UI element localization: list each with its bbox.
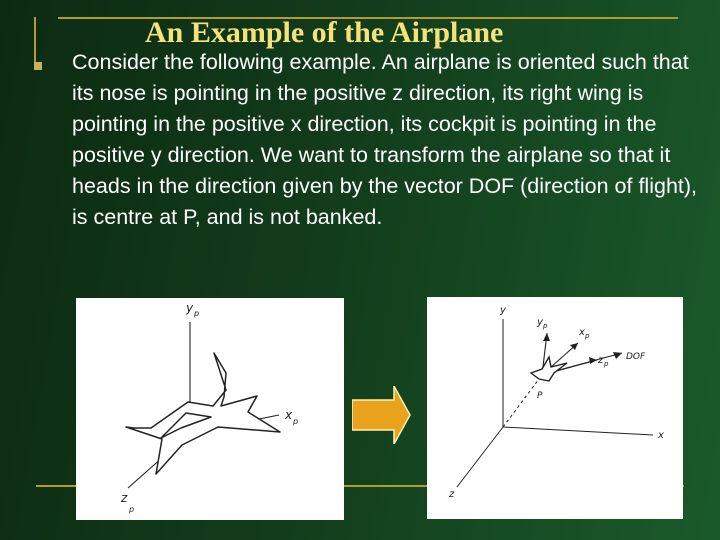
yp-label: y [186,301,194,315]
airplane-shape [126,353,280,474]
transform-arrow-icon [352,386,412,444]
yp-label: y [537,317,543,328]
p-label: P [537,391,543,401]
xp-label: x [285,408,293,422]
yp-subscript: p [543,322,548,330]
z-axis-line [457,427,503,487]
yp-subscript: p [194,309,200,318]
bullet-icon [34,62,42,70]
y-label: y [500,305,506,316]
slide-title: An Example of the Airplane [145,16,504,49]
position-line-p [503,375,542,427]
dof-label: DOF [626,352,646,362]
zp-label: z [598,355,604,366]
airplane-world-diagram [427,297,683,519]
zp-subscript: p [604,360,609,368]
x-axis-line [503,427,653,435]
zp-subscript: p [129,505,135,514]
xp-label: x [579,327,585,338]
slide-body-text: Consider the following example. An airplane is oriented such that its nose is pointing in the positive z direction, its right wing is pointing in the positive x direction, its cockpit is pointing in the positive y direction. We want to transform the airplane so that it heads in the direction given by the vector DOF (direction of flight), is centre at P, and is not banked. [72,50,698,229]
z-label: z [449,489,455,500]
figure-airplane-local-frame [76,298,344,520]
xp-subscript: p [585,332,590,340]
xp-subscript: p [293,417,299,426]
zp-label: z [121,491,128,505]
x-label: x [658,430,664,441]
figure-airplane-world-frame [427,297,683,519]
frame-line-left [34,17,36,65]
airplane-local-diagram [76,298,344,520]
